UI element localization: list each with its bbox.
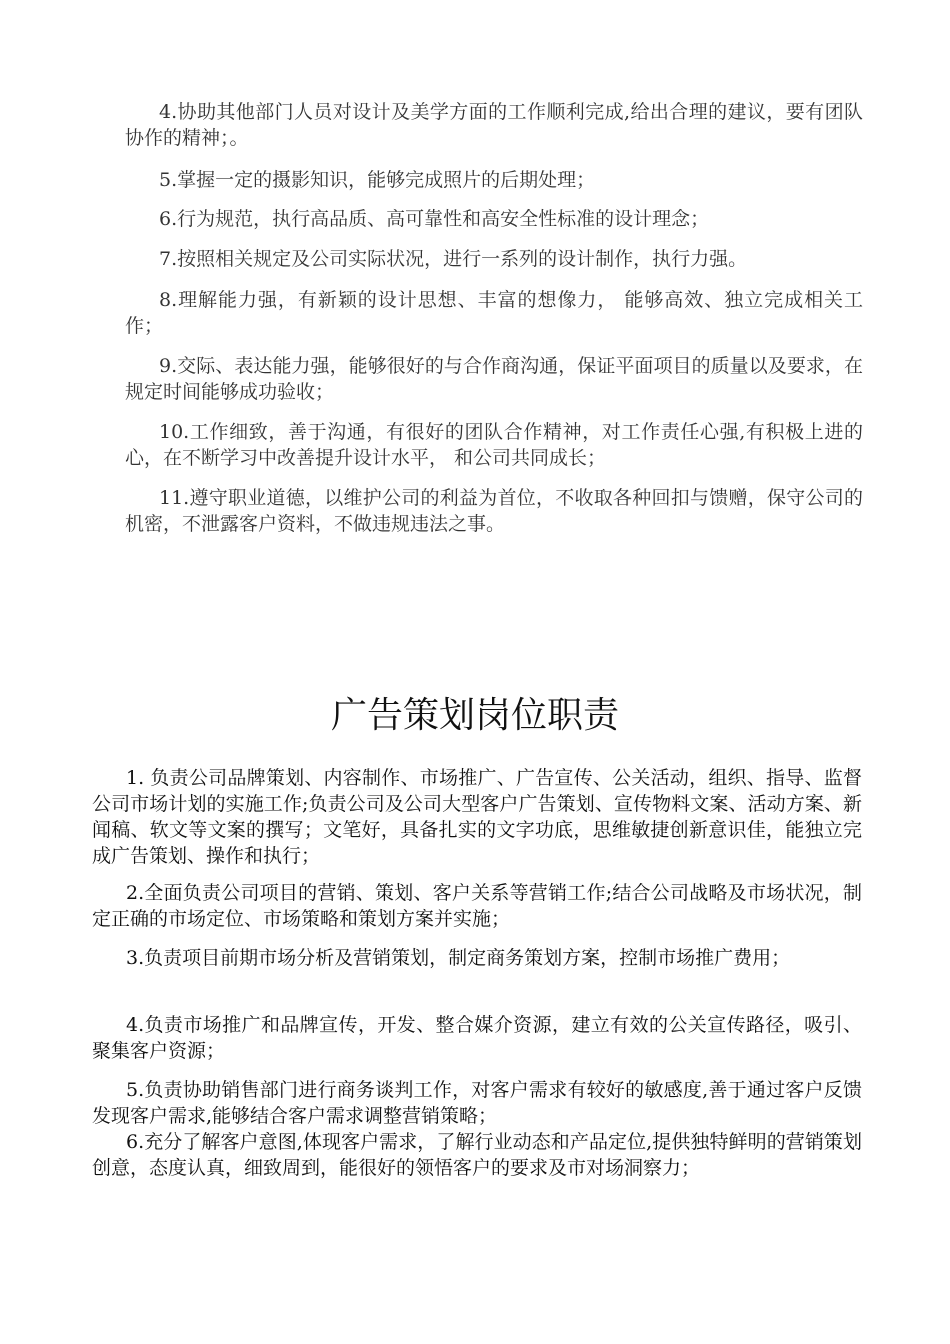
list-item bbox=[125, 287, 863, 339]
item-text: 3.负责项目前期市场分析及营销策划，制定商务策划方案，控制市场推广费用； bbox=[126, 947, 791, 969]
item-text: 4.负责市场推广和品牌宣传，开发、整合媒介资源，建立有效的公关宣传路径，吸引、聚集客户资源； bbox=[92, 1014, 862, 1062]
list-item bbox=[92, 765, 862, 869]
item-text: 7.按照相关规定及公司实际状况，进行一系列的设计制作，执行力强。 bbox=[159, 248, 748, 270]
list-item bbox=[92, 1129, 862, 1181]
list-item bbox=[125, 206, 863, 232]
list-item bbox=[125, 353, 863, 405]
item-text: 10.工作细致，善于沟通，有很好的团队合作精神，对工作责任心强,有积极上进的心，在不断学习中改善提升设计水平， 和公司共同成长； bbox=[125, 421, 863, 469]
item-text: 4.协助其他部门人员对设计及美学方面的工作顺利完成,给出合理的建议，要有团队协作的精神；。 bbox=[125, 101, 863, 149]
list-item bbox=[92, 880, 862, 932]
list-item bbox=[125, 99, 863, 151]
item-text: 5.掌握一定的摄影知识，能够完成照片的后期处理； bbox=[159, 169, 596, 191]
item-text: 6.行为规范，执行高品质、高可靠性和高安全性标准的设计理念； bbox=[159, 208, 710, 230]
list-item bbox=[92, 1077, 862, 1129]
section-title: 广告策划岗位职责 bbox=[330, 695, 619, 736]
item-text: 9.交际、表达能力强，能够很好的与合作商沟通，保证平面项目的质量以及要求，在规定时间能够成功验收； bbox=[125, 355, 863, 403]
list-item bbox=[92, 945, 862, 971]
list-item bbox=[125, 246, 863, 272]
item-text: 8.理解能力强，有新颖的设计思想、丰富的想像力， 能够高效、独立完成相关工作； bbox=[125, 289, 863, 337]
item-text: 2.全面负责公司项目的营销、策划、客户关系等营销工作;结合公司战略及市场状况，制定正确的市场定位、市场策略和策划方案并实施； bbox=[92, 882, 862, 930]
list-item bbox=[125, 419, 863, 471]
item-text: 6.充分了解客户意图,体现客户需求，了解行业动态和产品定位,提供独特鲜明的营销策划创意，态度认真，细致周到，能很好的领悟客户的要求及市对场洞察力； bbox=[92, 1131, 862, 1179]
list-item bbox=[125, 485, 863, 537]
item-text: 5.负责协助销售部门进行商务谈判工作，对客户需求有较好的敏感度,善于通过客户反馈发现客户需求,能够结合客户需求调整营销策略； bbox=[92, 1079, 862, 1127]
item-text: 11.遵守职业道德，以维护公司的利益为首位，不收取各种回扣与馈赠，保守公司的机密，不泄露客户资料，不做违规违法之事。 bbox=[125, 487, 863, 535]
list-item bbox=[92, 1012, 862, 1064]
list-item bbox=[125, 167, 863, 193]
item-text: 1. 负责公司品牌策划、内容制作、市场推广、广告宣传、公关活动，组织、指导、监督公司市场计划的实施工作;负责公司及公司大型客户广告策划、宣传物料文案、活动方案、新闻稿、软文等文案的撰写；文笔好，具备扎实的文字功底，思维敏捷创新意识佳，能独立完成广告策划、操作和执行； bbox=[92, 767, 862, 867]
